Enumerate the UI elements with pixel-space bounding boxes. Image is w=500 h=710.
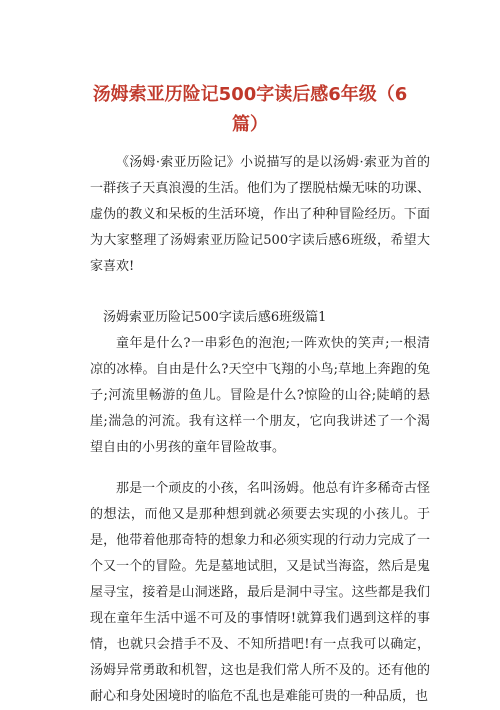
document-title: 汤姆索亚历险记500字读后感6年级（6篇） <box>92 84 408 135</box>
section-heading: 汤姆索亚历险记500字读后感6班级篇1 <box>103 310 327 325</box>
intro-paragraph: 《汤姆·索亚历险记》小说描写的是以汤姆·索亚为首的一群孩子天真浪漫的生活。他们为了摆脱枯燥无味的功课、虚伪的教义和呆板的生活环境，作出了种种冒险经历。下面为大家整理了汤姆索亚历险记500字读后感6班级，希望大家喜欢! <box>90 155 430 274</box>
body-paragraph-2: 那是一个顽皮的小孩，名叫汤姆。他总有许多稀奇古怪的想法，而他又是那种想到就必须要去实现的小孩儿。于是，他带着他那奇特的想象力和必须实现的行动力完成了一个又一个的冒险。先是墓地试胆，又是试当海盗，然后是鬼屋寻宝，接着是山洞迷路，最后是洞中寻宝。这些都是我们现在童年生活中遥不可及的事情呀!就算我们遇到这样的事情，也就只会措手不及、不知所措吧!有一点我可以确定，汤姆异常勇敢和机智，这也是我们常人所不及的。还有他的耐心和身处困境时的临危不乱也是难能可贵的一种品质，也 <box>90 481 430 704</box>
body-paragraph-1: 童年是什么?一串彩色的泡泡;一阵欢快的笑声;一根清凉的冰棒。自由是什么?天空中飞翔的小鸟;草地上奔跑的兔子;河流里畅游的鱼儿。冒险是什么?惊险的山谷;陡峭的悬崖;湍急的河流。我有这样一个朋友，它向我讲述了一个渴望自由的小男孩的童年冒险故事。 <box>90 336 430 455</box>
document-body <box>90 150 430 710</box>
